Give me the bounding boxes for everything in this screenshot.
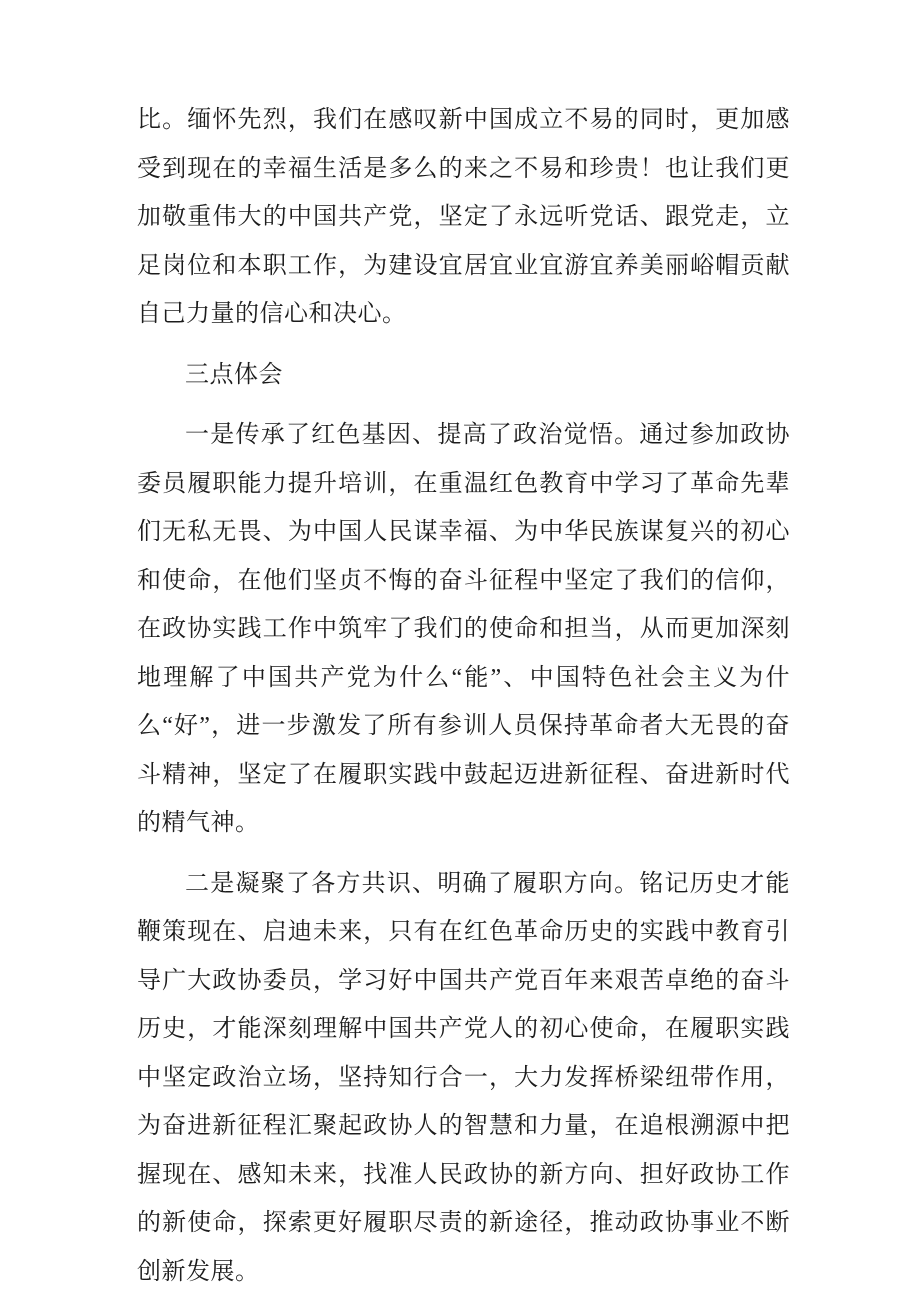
paragraph-continuation: 比。缅怀先烈，我们在感叹新中国成立不易的同时，更加感受到现在的幸福生活是多么的来之不易和珍贵！也让我们更加敬重伟大的中国共产党，坚定了永远听党话、跟党走，立足岗位和本职工作，为建设宜居宜业宜游宜养美丽峪帽贡献自己力量的信心和决心。 bbox=[137, 107, 790, 327]
paragraph-point-one: 一是传承了红色基因、提高了政治觉悟。通过参加政协委员履职能力提升培训，在重温红色教育中学习了革命先辈们无私无畏、为中国人民谋幸福、为中华民族谋复兴的初心和使命，在他们坚贞不悔的奋斗征程中坚定了我们的信仰，在政协实践工作中筑牢了我们的使命和担当，从而更加深刻地理解了中国共产党为什么“能”、中国特色社会主义为什么“好”，进一步激发了所有参训人员保持革命者大无畏的奋斗精神，坚定了在履职实践中鼓起迈进新征程、奋进新时代的精气神。 bbox=[137, 422, 790, 836]
document-text-area bbox=[137, 96, 790, 1296]
paragraph-point-two: 二是凝聚了各方共识、明确了履职方向。铭记历史才能鞭策现在、启迪未来，只有在红色革命历史的实践中教育引导广大政协委员，学习好中国共产党百年来艰苦卓绝的奋斗历史，才能深刻理解中国共产党人的初心使命，在履职实践中坚定政治立场，坚持知行合一，大力发挥桥梁纽带作用，为奋进新征程汇聚起政协人的智慧和力量，在追根溯源中把握现在、感知未来，找准人民政协的新方向、担好政协工作的新使命，探索更好履职尽责的新途径，推动政协事业不断创新发展。 bbox=[137, 870, 790, 1285]
paragraph-heading-three-reflections: 三点体会 bbox=[185, 361, 283, 388]
